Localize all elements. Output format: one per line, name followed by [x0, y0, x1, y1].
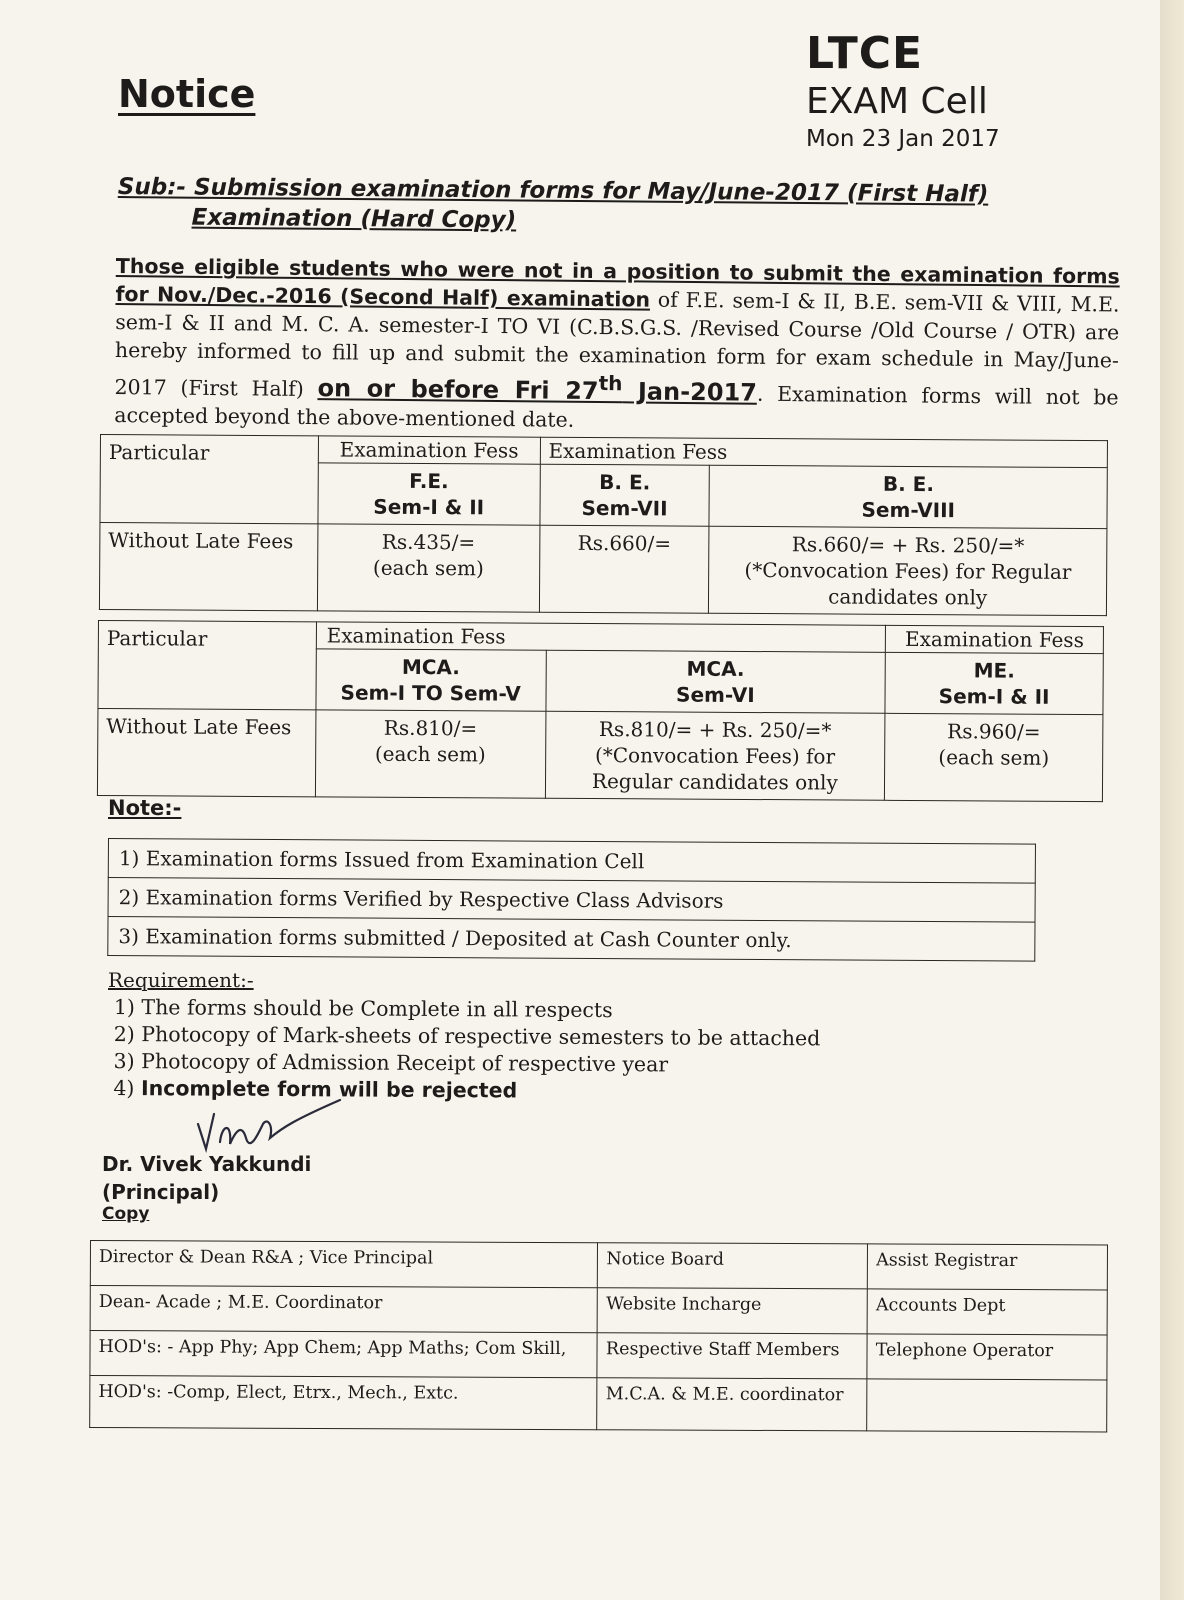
- department-name: EXAM Cell: [806, 81, 988, 122]
- requirement-last-bold: Incomplete form will be rejected: [140, 1076, 518, 1103]
- copy-cell: Director & Dean R&A ; Vice Principal: [90, 1241, 598, 1288]
- requirement-item: 1) The forms should be Complete in all respects: [113, 995, 613, 1023]
- fee2-col1-header: [316, 649, 546, 711]
- subject-line-1: Sub:- Submission examination forms for May/June-2017 (First Half): [117, 173, 989, 208]
- note-title: Note:-: [108, 796, 182, 820]
- fee2-col2-cell: [545, 711, 885, 800]
- fee1-group-b: Examination Fess: [540, 437, 1108, 467]
- copy-cell: Respective Staff Members: [597, 1333, 867, 1379]
- paragraph-body: of F.E. sem-I & II, B.E. sem-VII & VIII, M.E. sem-I & II and M. C. A. semester-I TO VI (C.B.S.G.S. /Revised Course /Old Course / OTR) are hereby informed to fill up and submit the examination form for exam schedule in May/June-2017 (First Half): [114, 287, 1120, 402]
- fee1-col2-title: B. E.: [599, 470, 651, 495]
- copy-cell: Dean- Acade ; M.E. Coordinator: [90, 1286, 598, 1333]
- copy-cell: [867, 1379, 1107, 1432]
- fee1-col3-sub: Sem-VIII: [861, 497, 956, 523]
- fee1-col2-value: Rs.660/=: [539, 525, 709, 613]
- org-name: LTCE: [806, 28, 924, 79]
- paragraph-intro: Those eligible students who were not in a position to submit the examination forms for Nov./Dec.-2016 (Second Half) examination: [115, 253, 1120, 312]
- requirement-item: 2) Photocopy of Mark-sheets of respective semesters to be attached: [113, 1021, 821, 1051]
- note-item: 3) Examination forms submitted / Deposited at Cash Counter only.: [108, 917, 1035, 962]
- fee1-col2-sub: Sem-VII: [581, 495, 668, 521]
- subject-line-2: Examination (Hard Copy): [191, 204, 517, 234]
- copy-cell: Telephone Operator: [867, 1334, 1107, 1380]
- requirement-title: Requirement:-: [108, 968, 254, 992]
- fee1-col3-value: Rs.660/= + Rs. 250/=*: [791, 532, 1025, 558]
- fee2-row-label: Without Late Fees: [97, 709, 315, 797]
- deadline-pre: on or before Fri 27: [317, 374, 599, 406]
- copy-cell: HOD's: - App Phy; App Chem; App Maths; Com Skill,: [90, 1331, 598, 1378]
- fee2-col2-header: [545, 650, 885, 713]
- fee1-col3-title: B. E.: [882, 471, 935, 497]
- fee1-group-a: Examination Fess: [318, 436, 540, 464]
- fee1-col1-value: Rs.435/=: [381, 529, 476, 555]
- note-table: [107, 838, 1036, 962]
- fee2-particular: Particular: [98, 621, 316, 710]
- deadline-sup: th: [598, 371, 623, 396]
- fee2-col1-cell: [315, 710, 545, 798]
- fee2-col3-sub: Sem-I & II: [938, 684, 1050, 709]
- notice-title: Notice: [118, 72, 256, 116]
- paragraph-tail: . Examination forms will not be accepted beyond the above-mentioned date.: [114, 381, 1119, 432]
- fee2-col1-title: MCA.: [401, 654, 460, 680]
- note-item: 2) Examination forms Verified by Respective Class Advisors: [108, 878, 1035, 923]
- fee2-group-b: Examination Fess: [885, 625, 1103, 653]
- fee2-col1-note: (each sem): [374, 741, 486, 767]
- fee1-particular: Particular: [100, 435, 318, 524]
- fee1-col1-title: F.E.: [409, 468, 449, 494]
- fee1-col1-sub: Sem-I & II: [373, 494, 485, 520]
- fee2-col1-sub: Sem-I TO Sem-V: [340, 680, 521, 706]
- requirement-list: [113, 994, 820, 1106]
- signer-block: [102, 1150, 311, 1206]
- fee-table-mca-me: [97, 620, 1104, 802]
- fee1-col1-cell: [317, 524, 539, 612]
- fee1-row-label: Without Late Fees: [99, 523, 317, 611]
- copy-label: Copy: [102, 1204, 150, 1224]
- paper-edge: [1160, 0, 1184, 1600]
- fee2-col3-title: ME.: [973, 658, 1015, 683]
- fee2-col2-value: Rs.810/= + Rs. 250/=*: [598, 717, 832, 743]
- fee-table-fe-be: [99, 434, 1108, 616]
- fee2-group-a: Examination Fess: [316, 622, 886, 652]
- requirement-item: 3) Photocopy of Admission Receipt of respective year: [113, 1048, 669, 1077]
- fee2-col2-sub: Sem-VI: [676, 682, 755, 708]
- requirement-last-num: 4): [113, 1075, 142, 1101]
- fee1-col3-header: [709, 465, 1107, 528]
- copy-cell: HOD's: -Comp, Elect, Etrx., Mech., Extc.: [90, 1376, 598, 1430]
- fee2-col3-value: Rs.960/=: [947, 719, 1041, 744]
- paragraph-deadline: [317, 371, 758, 407]
- header-block: [806, 28, 1000, 152]
- copy-cell: Assist Registrar: [867, 1244, 1107, 1290]
- fee1-col1-note: (each sem): [372, 555, 484, 581]
- copy-cell: Accounts Dept: [867, 1289, 1107, 1335]
- fee2-col2-title: MCA.: [686, 656, 745, 681]
- notice-date: Mon 23 Jan 2017: [806, 126, 1000, 152]
- copy-cell: M.C.A. & M.E. coordinator: [597, 1378, 867, 1431]
- notice-paragraph: [114, 252, 1120, 440]
- signer-role: (Principal): [102, 1180, 220, 1204]
- fee1-col2-header: [540, 464, 710, 526]
- subject-line: [117, 172, 1077, 240]
- fee1-col3-note: (*Convocation Fees) for Regular candidates only: [744, 557, 1072, 610]
- copy-cell: Notice Board: [598, 1243, 868, 1289]
- fee2-col1-value: Rs.810/=: [383, 715, 478, 741]
- fee1-col3-cell: [709, 526, 1107, 615]
- fee2-col2-note: (*Convocation Fees) for Regular candidates only: [591, 743, 838, 795]
- note-item: 1) Examination forms Issued from Examination Cell: [108, 839, 1035, 884]
- fee2-col3-header: [885, 652, 1103, 714]
- fee2-col3-cell: [885, 713, 1103, 801]
- fee1-col1-header: [318, 463, 540, 525]
- fee2-col3-note: (each sem): [938, 745, 1050, 770]
- copy-distribution-table: [89, 1240, 1108, 1432]
- copy-cell: Website Incharge: [598, 1288, 868, 1334]
- signer-name: Dr. Vivek Yakkundi: [102, 1152, 312, 1176]
- deadline-post: Jan-2017: [622, 377, 758, 407]
